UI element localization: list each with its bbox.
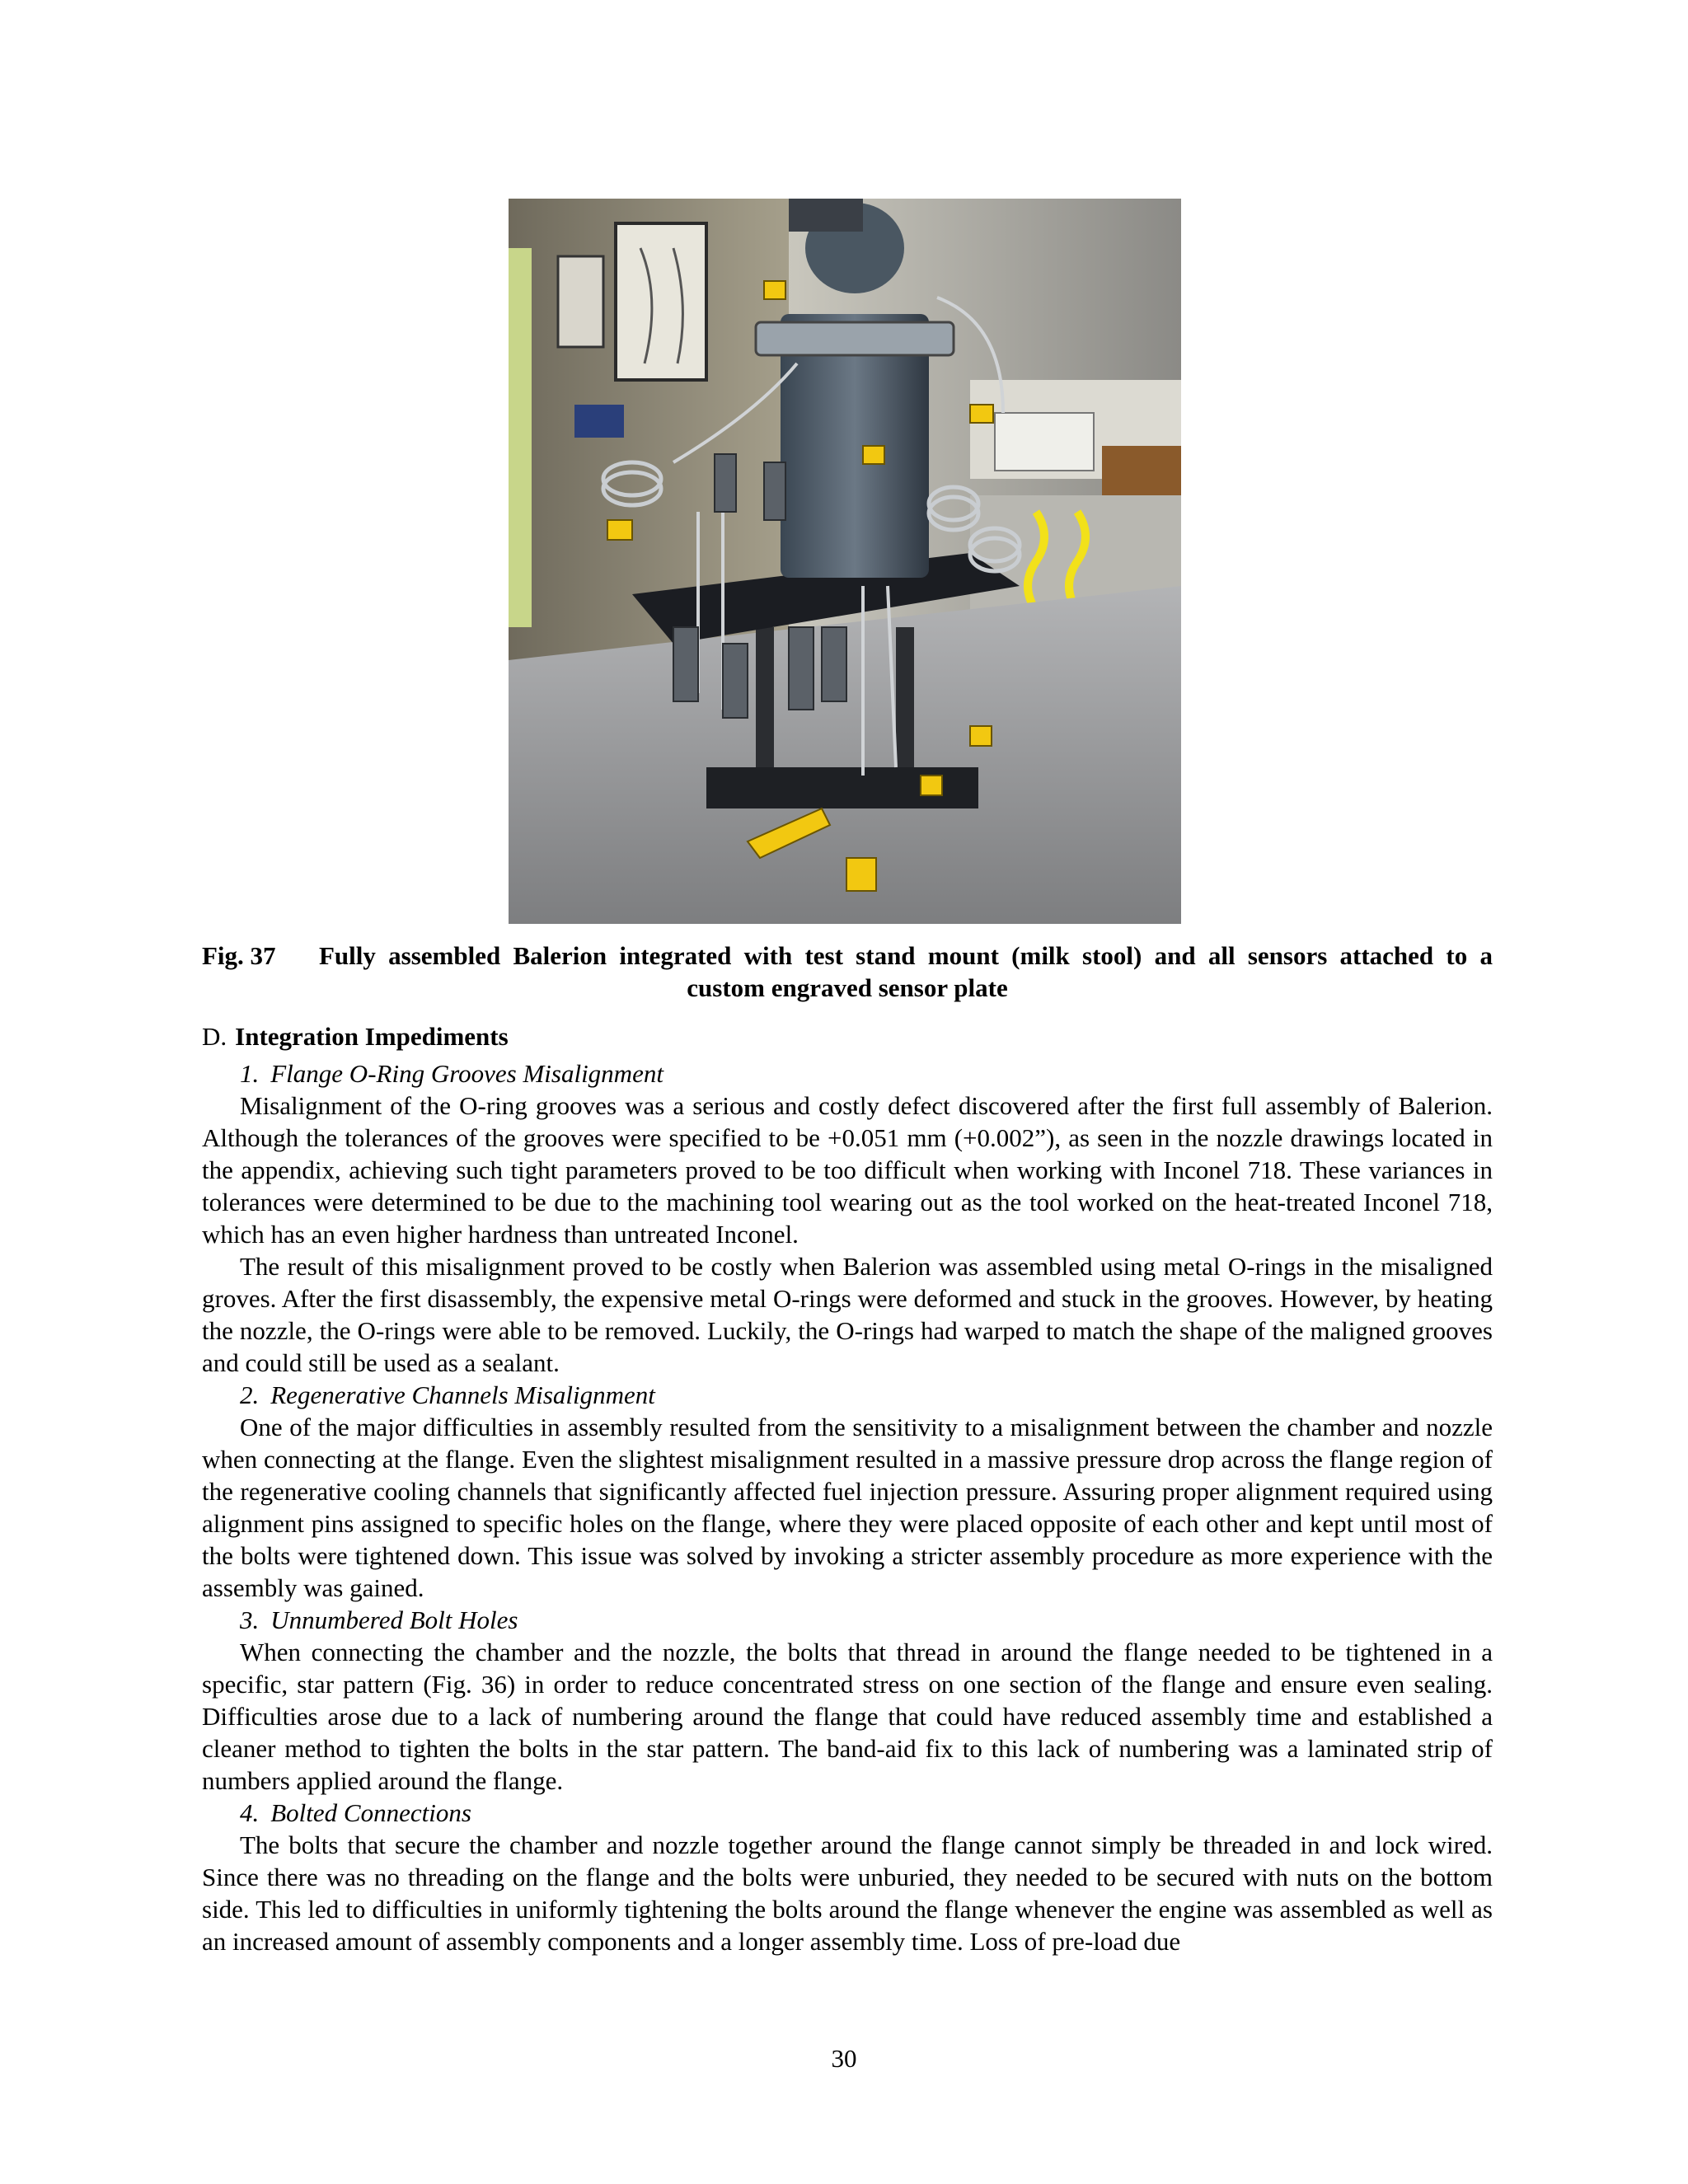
subsection-heading-4 bbox=[202, 1797, 1493, 1829]
paragraph: The bolts that secure the chamber and nozzle together around the flange cannot simply be threaded in and lock wired. Since there was no threading on the flange and the bolts were unburied, they needed to be secured with nuts on the bottom side. This led to difficulties in uniformly tightening the bolts around the flange whenever the engine was assembled as well as an increased amount of assembly components and a longer assembly time. Loss of pre-load due bbox=[202, 1830, 1493, 1956]
figure-label: Fig. 37 bbox=[202, 941, 276, 970]
paragraph: When connecting the chamber and the nozzle, the bolts that thread in around the flange needed to be tightened in a specific, star pattern (Fig. 36) in order to reduce concentrated stress on one section of the flange and ensure even sealing. Difficulties arose due to a lack of numbering around the flange that could have reduced assembly time and established a cleaner method to tighten the bolts in the star pattern. The band-aid fix to this lack of numbering was a laminated strip of numbers applied around the flange. bbox=[202, 1638, 1493, 1795]
subsection-number: 4. bbox=[240, 1798, 260, 1827]
paragraph: The result of this misalignment proved to be costly when Balerion was assembled using metal O-rings in the misaligned groves. After the first disassembly, the expensive metal O-rings were deformed and stuck in the grooves. However, by heating the nozzle, the O-rings were able to be removed. Luckily, the O-rings had warped to match the shape of the maligned grooves and could still be used as a sealant. bbox=[202, 1252, 1493, 1377]
figure-caption-line-2: custom engraved sensor plate bbox=[687, 973, 1008, 1002]
subsection-title: Flange O-Ring Grooves Misalignment bbox=[270, 1059, 663, 1088]
subsection-heading-3 bbox=[202, 1604, 1493, 1636]
subsection-heading-2 bbox=[202, 1379, 1493, 1411]
subsection-number: 1. bbox=[240, 1059, 260, 1088]
figure-photo bbox=[509, 199, 1181, 924]
subsection-title: Bolted Connections bbox=[270, 1798, 471, 1827]
subsection-title: Unnumbered Bolt Holes bbox=[270, 1605, 518, 1634]
subsection-number: 2. bbox=[240, 1380, 260, 1409]
figure-caption bbox=[202, 940, 1493, 1004]
page-number: 30 bbox=[831, 2044, 857, 2073]
section-heading bbox=[202, 1020, 1493, 1052]
subsection-title: Regenerative Channels Misalignment bbox=[270, 1380, 655, 1409]
subsection-heading-1 bbox=[202, 1057, 1493, 1090]
figure-caption-line-1: Fully assembled Balerion integrated with test stand mount (milk stool) and all sensors attached to a bbox=[319, 941, 1493, 970]
paragraph: Misalignment of the O-ring grooves was a serious and costly defect discovered after the first full assembly of Balerion. Although the tolerances of the grooves were specified to be +0.051 mm (+0.002”), as seen in the nozzle drawings located in the appendix, achieving such tight parameters proved to be too difficult when working with Inconel 718. These variances in tolerances were determined to be due to the machining tool wearing out as the tool worked on the heat-treated Inconel 718, which has an even higher hardness than untreated Inconel. bbox=[202, 1091, 1493, 1249]
photo-engine-assembly-icon bbox=[509, 199, 1181, 924]
section-title: Integration Impediments bbox=[235, 1022, 509, 1051]
section-letter: D. bbox=[202, 1022, 227, 1051]
subsection-number: 3. bbox=[240, 1605, 260, 1634]
paragraph: One of the major difficulties in assembly resulted from the sensitivity to a misalignment between the chamber and nozzle when connecting at the flange. Even the slightest misalignment resulted in a massive pressure drop across the flange region of the regenerative cooling channels that significantly affected fuel injection pressure. Assuring proper alignment required using alignment pins assigned to specific holes on the flange, where they were placed opposite of each other and kept until most of the bolts were tightened down. This issue was solved by invoking a stricter assembly procedure as more experience with the assembly was gained. bbox=[202, 1413, 1493, 1602]
body-text bbox=[202, 1020, 1493, 1957]
